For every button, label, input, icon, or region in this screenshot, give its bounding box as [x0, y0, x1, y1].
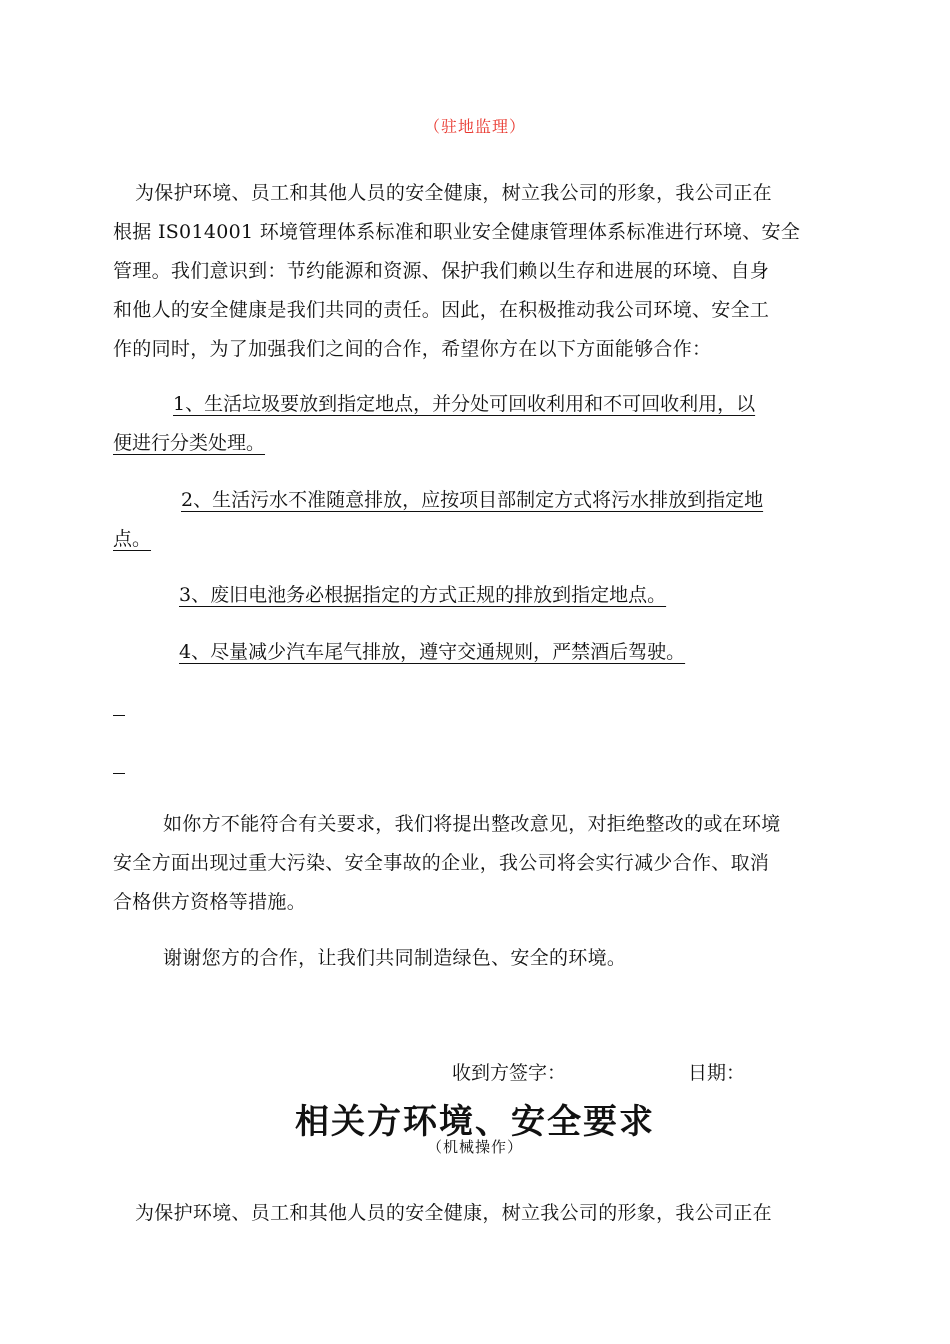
document-title: 相关方环境、安全要求 — [295, 1102, 655, 1142]
requirement-item-4: 4、尽量减少汽车尾气排放，遵守交通规则，严禁酒后驾驶。 — [179, 641, 686, 663]
requirement-item-2-line-1: 2、生活污水不准随意排放，应按项目部制定方式将污水排放到指定地 — [181, 489, 764, 511]
signature-label: 收到方签字： — [452, 1062, 567, 1084]
closing-line-1: 如你方不能符合有关要求，我们将提出整改意见，对拒绝整改的或在环境 — [163, 813, 781, 835]
requirement-item-1-line-1: 1、生活垃圾要放到指定地点，并分处可回收利用和不可回收利用，以 — [173, 393, 756, 415]
intro-line-4: 和他人的安全健康是我们共同的责任。因此，在积极推动我公司环境、安全工 — [113, 299, 770, 321]
requirement-item-2-line-2: 点。 — [113, 528, 152, 550]
intro-line-1: 为保护环境、员工和其他人员的安全健康，树立我公司的形象，我公司正在 — [135, 182, 772, 204]
blank-underline-1 — [113, 715, 125, 716]
requirement-item-1-line-2: 便进行分类处理。 — [113, 432, 266, 454]
blank-underline-2 — [113, 773, 125, 774]
intro-line-5: 作的同时，为了加强我们之间的合作，希望你方在以下方面能够合作： — [113, 338, 712, 360]
intro-line-3: 管理。我们意识到：节约能源和资源、保护我们赖以生存和进展的环境、自身 — [113, 260, 770, 282]
section-subtitle: （驻地监理） — [423, 117, 526, 136]
closing-line-2: 安全方面出现过重大污染、安全事故的企业，我公司将会实行减少合作、取消 — [113, 852, 770, 874]
closing-line-3: 合格供方资格等措施。 — [113, 891, 307, 913]
intro-line-section-2: 为保护环境、员工和其他人员的安全健康，树立我公司的形象，我公司正在 — [135, 1202, 772, 1224]
section-subtitle-2: （机械操作） — [426, 1138, 523, 1156]
thanks-line: 谢谢您方的合作，让我们共同制造绿色、安全的环境。 — [163, 947, 627, 969]
requirement-item-3: 3、废旧电池务必根据指定的方式正规的排放到指定地点。 — [179, 584, 667, 606]
date-label: 日期： — [688, 1062, 746, 1084]
intro-line-2: 根据 IS014001 环境管理体系标准和职业安全健康管理体系标准进行环境、安全 — [113, 221, 801, 243]
